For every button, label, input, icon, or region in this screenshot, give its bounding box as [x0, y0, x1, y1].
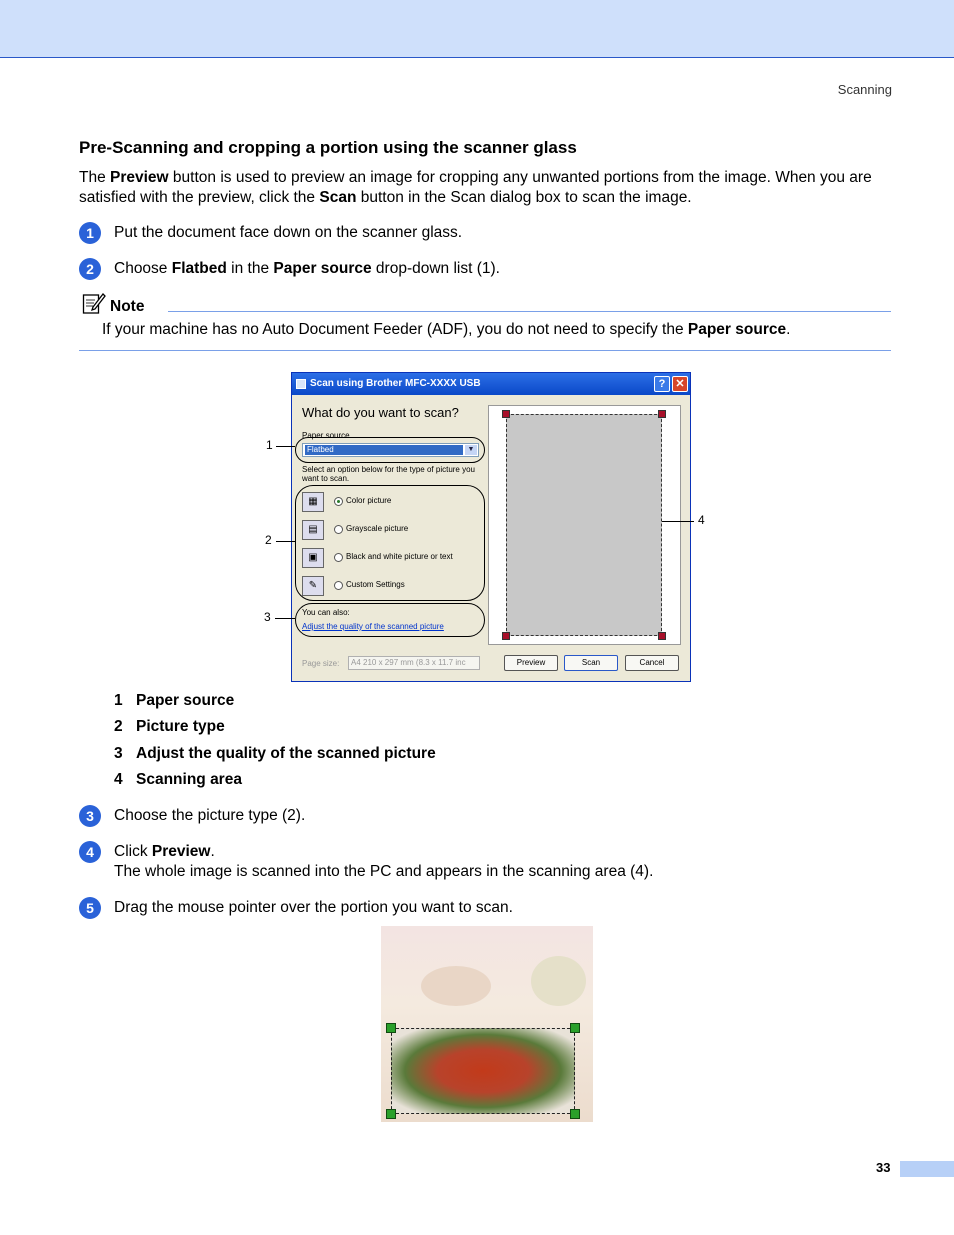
resize-handle[interactable]: [658, 632, 666, 640]
step-text-line-2: The whole image is scanned into the PC and appears in the scanning area (4).: [114, 863, 654, 880]
color-picture-icon: ▦: [302, 492, 324, 512]
paper-source-label: Paper source: [302, 431, 350, 440]
step-text: [114, 259, 500, 279]
step-bold-paper-source: Paper source: [273, 260, 372, 277]
picture-type-label: Grayscale picture: [346, 524, 409, 533]
step-bold-flatbed: Flatbed: [171, 260, 227, 277]
step-text-part: Choose: [114, 260, 172, 277]
crop-handle[interactable]: [570, 1023, 580, 1033]
crop-handle[interactable]: [386, 1109, 396, 1119]
legend-item: [114, 745, 436, 763]
step-number: 2: [79, 258, 101, 280]
step-text-part: drop-down list (1).: [371, 260, 500, 277]
preview-photo: [381, 926, 593, 1122]
step-text: Drag the mouse pointer over the portion you want to scan.: [114, 899, 513, 916]
step-text: [114, 842, 215, 862]
note-text-part: If your machine has no Auto Document Feeder (ADF), you do not need to specify the: [102, 321, 688, 338]
legend-number: 4: [114, 771, 123, 788]
scan-dialog: [291, 372, 691, 682]
legend-item: [114, 771, 242, 789]
bw-picture-icon: ▣: [302, 548, 324, 568]
crop-handle[interactable]: [570, 1109, 580, 1119]
intro-bold-preview: Preview: [110, 169, 169, 186]
note-bottom-divider: [79, 350, 891, 351]
callout-line-1: [276, 446, 295, 447]
intro-bold-scan: Scan: [319, 189, 357, 206]
note-divider: [168, 311, 891, 312]
step-text: Choose the picture type (2).: [114, 807, 306, 824]
step-text-part: .: [210, 843, 215, 860]
step-number: 4: [79, 841, 101, 863]
dialog-question: What do you want to scan?: [302, 405, 459, 420]
page-size-label: Page size:: [302, 659, 340, 668]
picture-type-label: Black and white picture or text: [346, 552, 453, 561]
note-bold-paper-source: Paper source: [687, 321, 787, 338]
callout-ellipse-2: [295, 485, 485, 601]
help-button[interactable]: ?: [654, 376, 670, 392]
section-header: Scanning: [837, 82, 892, 97]
page-number-bar: [900, 1161, 954, 1177]
step-number: 5: [79, 897, 101, 919]
top-band: [0, 0, 954, 58]
instruction-text: Select an option below for the type of picture you want to scan.: [302, 465, 475, 483]
note-pencil-icon: [82, 292, 106, 316]
dialog-title-bar: [292, 373, 690, 395]
callout-ellipse-1: [295, 437, 485, 463]
step-text: Put the document face down on the scanner glass.: [114, 224, 463, 241]
resize-handle[interactable]: [502, 632, 510, 640]
app-icon: [296, 379, 306, 389]
step-number: 1: [79, 222, 101, 244]
legend-item: [114, 692, 234, 710]
legend-number: 2: [114, 718, 123, 735]
section-title: Pre-Scanning and cropping a portion using the scanner glass: [79, 138, 577, 157]
callout-1: 1: [266, 438, 273, 452]
picture-type-label: Color picture: [346, 496, 392, 505]
callout-3: 3: [264, 610, 271, 624]
picture-type-label: Custom Settings: [346, 580, 405, 589]
crop-selection[interactable]: [391, 1028, 575, 1114]
resize-handle[interactable]: [658, 410, 666, 418]
crop-handle[interactable]: [386, 1023, 396, 1033]
chevron-down-icon[interactable]: ▼: [465, 445, 477, 455]
paper-source-value: Flatbed: [305, 445, 463, 455]
photo-dish-shape: [421, 966, 491, 1006]
page-number: 33: [876, 1160, 891, 1175]
preview-button[interactable]: Preview: [504, 655, 558, 671]
legend-label: Paper source: [136, 692, 235, 709]
callout-line-2: [276, 541, 295, 542]
legend-label: Picture type: [136, 718, 225, 735]
scan-button[interactable]: Scan: [564, 655, 618, 671]
legend-label: Adjust the quality of the scanned picture: [136, 745, 436, 762]
callout-4: 4: [698, 513, 705, 527]
step-number: 3: [79, 805, 101, 827]
scanning-area[interactable]: [488, 405, 681, 645]
page-size-select[interactable]: A4 210 x 297 mm (8.3 x 11.7 inc: [348, 656, 480, 670]
legend-item: [114, 718, 225, 736]
legend-label: Scanning area: [136, 771, 242, 788]
photo-grapes-shape: [531, 956, 586, 1006]
step-text-part: in the: [226, 260, 274, 277]
close-button[interactable]: ✕: [672, 376, 688, 392]
legend-number: 1: [114, 692, 123, 709]
intro-paragraph: [79, 168, 899, 208]
note-text-part: .: [786, 321, 791, 338]
cancel-button[interactable]: Cancel: [625, 655, 679, 671]
note-label: Note: [110, 298, 145, 315]
you-can-also-label: You can also:: [302, 608, 350, 617]
resize-handle[interactable]: [502, 410, 510, 418]
adjust-quality-link[interactable]: Adjust the quality of the scanned picture: [302, 622, 444, 631]
intro-text-3: button in the Scan dialog box to scan the image.: [356, 189, 692, 206]
legend-number: 3: [114, 745, 123, 762]
grayscale-picture-icon: ▤: [302, 520, 324, 540]
intro-text-2: button is used to preview an image for cropping any unwanted portions from the image. When you are satisfied with the preview, click the: [79, 169, 872, 206]
intro-text-1: The: [79, 169, 111, 186]
callout-2: 2: [265, 533, 272, 547]
callout-line-4: [662, 521, 694, 522]
custom-settings-icon: ✎: [302, 576, 324, 596]
callout-ellipse-3: [295, 603, 485, 637]
scan-selection[interactable]: [506, 414, 662, 636]
step-bold-preview: Preview: [151, 843, 211, 860]
callout-line-3: [275, 618, 295, 619]
step-text-part: Click: [114, 843, 152, 860]
note-text: [102, 321, 790, 339]
dialog-title: Scan using Brother MFC-XXXX USB: [310, 378, 481, 389]
